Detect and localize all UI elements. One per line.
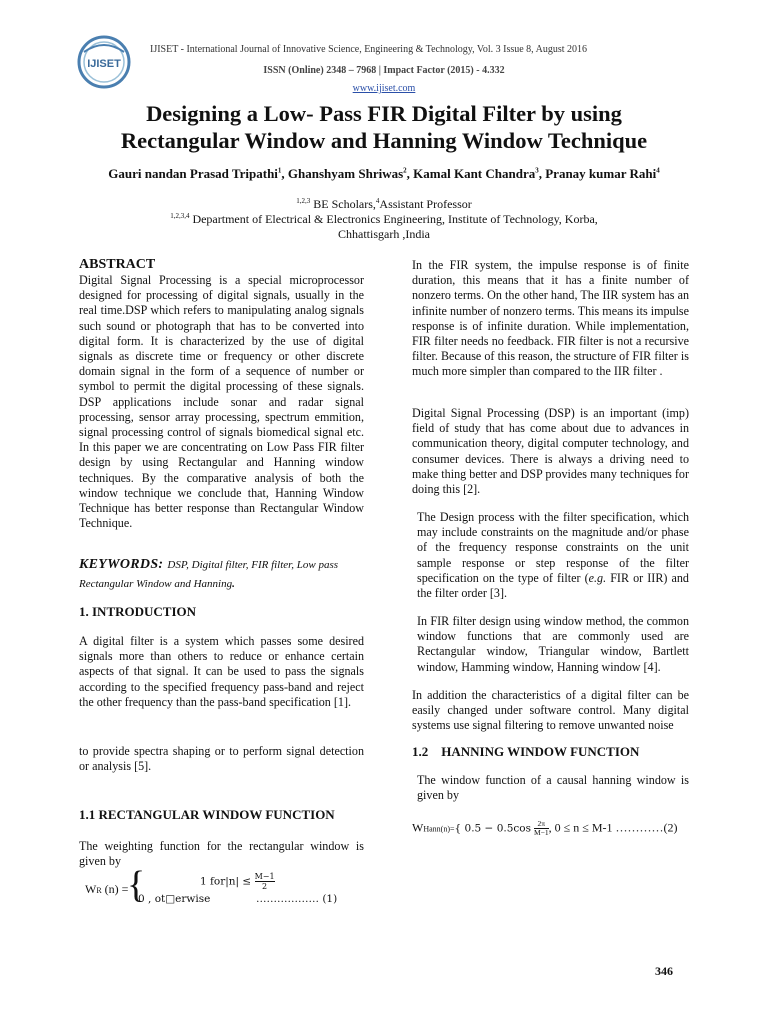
title-line-2: Rectangular Window and Hanning Window Technique [120, 128, 648, 153]
rect-equation-case-1 [200, 872, 275, 891]
hann-eq-body: { 0.5 − 0.5cos [454, 822, 531, 835]
hann-eq-frac-den: M−1 [533, 828, 549, 837]
author-4: Pranay kumar Rahi [545, 166, 657, 181]
title-line-1: Designing a Low- Pass FIR Digital Filter by using [146, 101, 622, 126]
hann-eq-w: W [412, 820, 424, 835]
right-p3-text-a: The Design process with the filter specification, which may include constraints on the magnitude and/or phase of the frequency response constraints on the unit sample response or step response of the filter specification on the type of filter ( [417, 510, 689, 585]
rect-equation-brace: { [127, 864, 146, 906]
intro-paragraph-2: to provide spectra shaping or to perform signal detection or analysis [5]. [79, 744, 364, 774]
aff-role-1: BE Scholars, [313, 197, 376, 211]
affiliation-department [40, 212, 728, 227]
journal-header: IJISET - International Journal of Innovative Science, Engineering & Technology, Vol. 3 Issue 8, August 2016 [150, 44, 588, 55]
journal-url-link[interactable]: www.ijiset.com [352, 83, 416, 94]
hanning-heading [412, 744, 639, 760]
author-1: Gauri nandan Prasad Tripathi [108, 166, 278, 181]
page-number: 346 [655, 964, 673, 978]
abstract-body: Digital Signal Processing is a special microprocessor designed for processing of digital signals, usually in the real time.DSP which refers to manipulating analog signals such sound or photograph that has to be converted into digital form. It is characterized by the use of digital signals as discrete time or frequency or other discrete domain signal in the form of a sequence of number or symbol to permit the digital processing of these signals. DSP applications include sonar and radar signal processing, sensor array processing, spectrum emmition, signal processing control of signals biomedical signal etc. In this paper we are concentrating on Low Pass FIR filter design by using Rectangular and Hanning window techniques. By the comparative analysis of both the window technique we conclude that, Hanning Window Technique has better response than Rectangular Window Technique. [79, 273, 364, 531]
right-p3-text-b: FIR or IIR) and the filter order [3]. [417, 570, 689, 601]
rect-eq-w: W [85, 882, 97, 896]
author-3-sup: 3 [535, 166, 539, 175]
logo-text: IJISET [87, 58, 121, 70]
rect-window-paragraph: The weighting function for the rectangular window is given by [79, 839, 364, 869]
aff-dept: Department of Electrical & Electronics Engineering, Institute of Technology, Korba, [192, 212, 598, 226]
right-paragraph-3 [417, 510, 689, 601]
aff-sup-2: 4 [375, 197, 380, 205]
hanning-equation [412, 820, 677, 837]
author-2: Ghanshyam Shriwas [287, 166, 404, 181]
hann-eq-frac-num: 2π [534, 820, 549, 829]
rect-equation-case-2: 0 , ot□erwise [138, 893, 211, 905]
rect-equation-tag: ……………… (1) [256, 893, 338, 905]
author-list: Gauri nandan Prasad Tripathi$^1$, Ghanshyam Shriwas$^2$, Kamal Kant Chandra$^3$, Pranay kumar Rahi$^4$ [108, 166, 660, 181]
aff-sup-1: 1,2,3 [296, 197, 311, 205]
intro-heading: 1. INTRODUCTION [79, 604, 197, 619]
rect-eq-frac-num: M−1 [254, 872, 275, 881]
rect-eq-n: (n) = [104, 882, 129, 896]
journal-logo [76, 34, 132, 90]
rect-eq-frac-den: 2 [262, 882, 268, 891]
rect-eq-fraction [255, 872, 275, 891]
author-3: Kamal Kant Chandra [413, 166, 536, 181]
author-4-sup: 4 [656, 166, 660, 175]
keywords: KEYWORDS: DSP, Digital filter, FIR filter, Low pass Rectangular Window and Hanning. [79, 557, 339, 590]
rect-eq-case1-text: 1 for|n| ≤ [200, 875, 252, 888]
aff-role-2: Assistant Professor [379, 197, 472, 211]
hanning-heading-text: HANNING WINDOW FUNCTION [441, 744, 640, 759]
author-1-sup: 1 [277, 166, 282, 175]
keywords-text: DSP, Digital filter, FIR filter, Low pass Rectangular Window and Hanning [79, 559, 339, 590]
right-paragraph-4: In FIR filter design using window method, the common window functions that are commonly used are Rectangular window, Triangular window, Bartlett window, Hamming window, Hanning window [4]. [417, 614, 689, 674]
hanning-paragraph: The window function of a causal hanning window is given by [417, 773, 689, 803]
keywords-label: KEYWORDS: [79, 557, 164, 572]
right-paragraph-2: Digital Signal Processing (DSP) is an important (imp) field of study that has come about due to advances in communication theory, digital computer technology, and consumer devices. There is always a driving need to make thing better and DSP provides many techniques for doing this [2]. [412, 406, 689, 497]
right-paragraph-1: In the FIR system, the impulse response is of finite duration, this means that it has a finite number of nonzero terms. On the other hand, The IIR system has an infinite number of nonzero terms. This means its impulse response is of infinite duration. While implementation, FIR filter needs no feedback. FIR filter is not a recursive filter. Because of this reason, the structure of FIR filter is much more simpler than compared to the IIR filter . [412, 258, 689, 379]
hann-eq-sub: Hann(n)= [423, 824, 455, 834]
intro-paragraph-1: A digital filter is a system which passes some desired signals more than others to reduce or enhance certain aspects of that signal. It can be used to pass the signals according to the specified frequency pass-band and reject the other frequency than the pass-band specification [1]. [79, 634, 364, 709]
hann-eq-fraction [534, 820, 549, 837]
rect-eq-sub: R [96, 886, 102, 895]
author-2-sup: 2 [403, 166, 407, 175]
affiliation-location: Chhattisgarh ,India [338, 227, 430, 241]
right-p3-eg: e.g. [588, 570, 607, 585]
aff-sup-3: 1,2,3,4 [170, 212, 190, 220]
rect-equation-lhs [85, 882, 128, 897]
hann-eq-tail: , 0 ≤ n ≤ M-1 …………(2) [548, 820, 678, 835]
hanning-heading-number: 1.2 [412, 744, 429, 759]
abstract-heading: ABSTRACT [79, 257, 156, 272]
affiliation-roles [40, 197, 728, 212]
rect-window-heading: 1.1 RECTANGULAR WINDOW FUNCTION [79, 807, 335, 822]
paper-title [60, 100, 708, 154]
right-paragraph-5: In addition the characteristics of a digital filter can be easily changed under software control. Many digital systems use signal filtering to remove unwanted noise [412, 688, 689, 733]
issn-line: ISSN (Online) 2348 – 7968 | Impact Factor (2015) - 4.332 [263, 65, 505, 76]
